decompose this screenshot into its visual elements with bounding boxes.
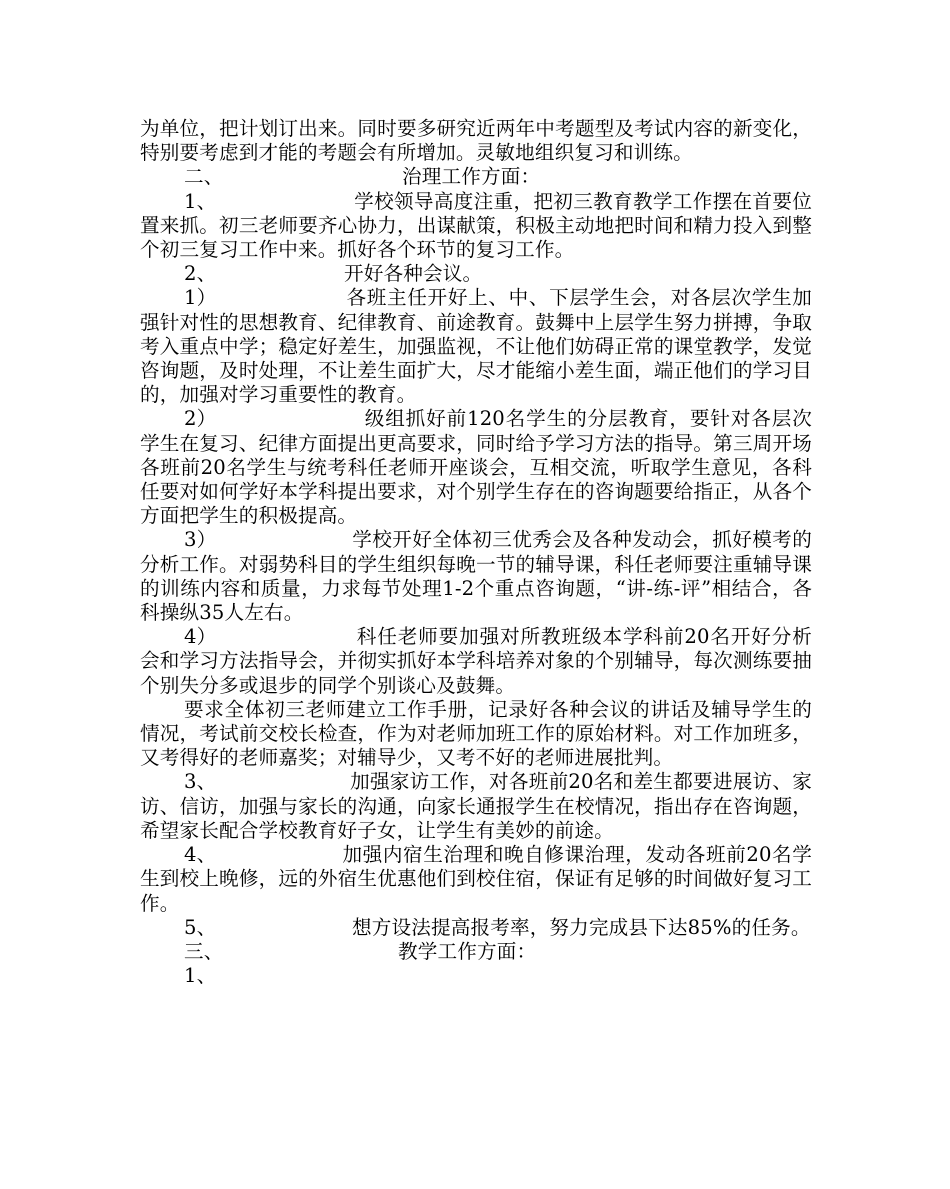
sub-item-2 <box>140 407 812 528</box>
intro-text: 为单位，把计划订出来。同时要多研究近两年中考题型及考试内容的新变化，特别要考虑到才能的考题会有所增加。灵敏地组织复习和训练。 <box>140 117 812 165</box>
item-number: 2、 <box>184 262 217 286</box>
list-item-5 <box>140 916 812 940</box>
sub-item-number: 2） <box>184 407 217 431</box>
item-text: 加强家访工作，对各班前20名和差生都要进展访、家访、信访，加强与家长的沟通，向家长通报学生在校情况，指出存在咨询题，希望家长配合学校教育好子女，让学生有美妙的前途。 <box>140 770 812 842</box>
item-text: 学校领导高度注重，把初三教育教学工作摆在首要位置来抓。初三老师要齐心协力，出谋献策，积极主动地把时间和精力投入到整个初三复习工作中来。抓好各个环节的复习工作。 <box>140 189 812 262</box>
sub-item-text: 学校开好全体初三优秀会及各种发动会，抓好模考的分析工作。对弱势科目的学生组织每晚一节的辅导课，科任老师要注重辅导课的训练内容和质量，力求每节处理1-2个重点咨询题，“讲-练-评”相结合，各科操纵35人左右。 <box>140 528 812 625</box>
intro-paragraph <box>140 117 812 165</box>
sub-item-1 <box>140 286 812 407</box>
section-number: 二、 <box>184 165 224 189</box>
section-heading-two <box>140 165 812 189</box>
sub-item-number: 4） <box>184 625 217 649</box>
section-title: 教学工作方面： <box>398 939 537 963</box>
handbook-text: 要求全体初三老师建立工作手册，记录好各种会议的讲话及辅导学生的情况，考试前交校长检查，作为对老师加班工作的原始材料。对工作加班多，又考得好的老师嘉奖；对辅导少，又考不好的老师进展批判。 <box>140 697 812 770</box>
list-item-4 <box>140 843 812 916</box>
item-number: 4、 <box>184 843 217 867</box>
sub-item-number: 3） <box>184 528 217 552</box>
sub-item-text: 各班主任开好上、中、下层学生会，对各层次学生加强针对性的思想教育、纪律教育、前途教育。鼓舞中上层学生努力拼搏，争取考入重点中学；稳定好差生，加强监视，不让他们妨碍正常的课堂教学，发觉咨询题，及时处理，不让差生面扩大，尽才能缩小差生面，端正他们的学习目的，加强对学习重要性的教育。 <box>140 286 812 407</box>
section-title: 治理工作方面： <box>402 165 541 189</box>
teaching-item-1 <box>140 964 812 988</box>
list-item-3 <box>140 770 812 843</box>
item-number: 1、 <box>184 964 217 988</box>
document-body <box>140 117 812 988</box>
item-number: 5、 <box>184 915 217 939</box>
sub-item-number: 1） <box>184 286 217 310</box>
list-item-1 <box>140 190 812 263</box>
sub-item-4 <box>140 625 812 698</box>
item-text: 开好各种会议。 <box>344 262 483 286</box>
sub-item-3 <box>140 528 812 625</box>
item-text: 想方设法提高报考率，努力完成县下达85%的任务。 <box>352 915 811 939</box>
sub-item-text: 级组抓好前120名学生的分层教育，要针对各层次学生在复习、纪律方面提出更高要求，同时给予学习方法的指导。第三周开场各班前20名学生与统考科任老师开座谈会，互相交流，听取学生意见，各科任要对如何学好本学科提出要求，对个别学生存在的咨询题要给指正，从各个方面把学生的积极提高。 <box>140 407 812 528</box>
handbook-paragraph <box>140 698 812 771</box>
sub-item-text: 科任老师要加强对所教班级本学科前20名开好分析会和学习方法指导会，并彻实抓好本学科培养对象的个别辅导，每次测练要抽个别失分多或退步的同学个别谈心及鼓舞。 <box>140 625 812 697</box>
list-item-2 <box>140 262 812 286</box>
item-text: 加强内宿生治理和晚自修课治理，发动各班前20名学生到校上晚修，远的外宿生优惠他们到校住宿，保证有足够的时间做好复习工作。 <box>140 843 812 915</box>
section-heading-three <box>140 940 812 964</box>
item-number: 1、 <box>184 189 217 213</box>
section-number: 三、 <box>184 939 224 963</box>
item-number: 3、 <box>184 770 217 794</box>
